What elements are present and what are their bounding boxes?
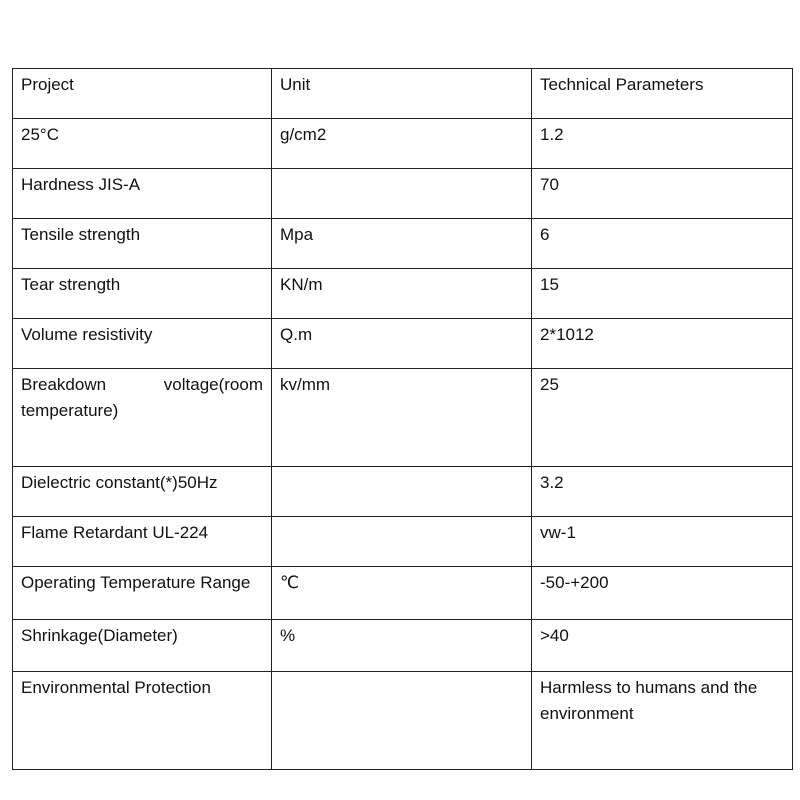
cell-value: vw-1: [532, 517, 793, 567]
cell-unit: KN/m: [272, 269, 532, 319]
cell-value: 1.2: [532, 119, 793, 169]
cell-unit: [272, 169, 532, 219]
cell-value: -50-+200: [532, 567, 793, 620]
cell-project: Breakdown voltage(room temperature): [13, 369, 272, 467]
header-unit: Unit: [272, 69, 532, 119]
table-row: [13, 672, 793, 770]
table-row: [13, 567, 793, 620]
table-row: [13, 119, 793, 169]
cell-unit: [272, 517, 532, 567]
cell-project: 25°C: [13, 119, 272, 169]
spec-table: [12, 68, 793, 770]
cell-value: >40: [532, 620, 793, 672]
table-row: [13, 169, 793, 219]
cell-value: 6: [532, 219, 793, 269]
table-row: [13, 467, 793, 517]
cell-value: 25: [532, 369, 793, 467]
cell-project: Operating Temperature Range: [13, 567, 272, 620]
table-row: [13, 319, 793, 369]
cell-value: 3.2: [532, 467, 793, 517]
table-header-row: [13, 69, 793, 119]
cell-project: Shrinkage(Diameter): [13, 620, 272, 672]
table-row: [13, 219, 793, 269]
header-technical-parameters: Technical Parameters: [532, 69, 793, 119]
cell-unit: Mpa: [272, 219, 532, 269]
cell-project: Volume resistivity: [13, 319, 272, 369]
cell-project: Dielectric constant(*)50Hz: [13, 467, 272, 517]
cell-unit: Q.m: [272, 319, 532, 369]
cell-project: Hardness JIS-A: [13, 169, 272, 219]
cell-value: 2*1012: [532, 319, 793, 369]
cell-project: Tear strength: [13, 269, 272, 319]
cell-unit: [272, 672, 532, 770]
cell-unit: g/cm2: [272, 119, 532, 169]
table-row: [13, 620, 793, 672]
cell-value: 70: [532, 169, 793, 219]
header-project: Project: [13, 69, 272, 119]
table-row: [13, 517, 793, 567]
table-row: [13, 369, 793, 467]
cell-unit: %: [272, 620, 532, 672]
cell-project: Tensile strength: [13, 219, 272, 269]
cell-value: Harmless to humans and the environment: [532, 672, 793, 770]
cell-project: Flame Retardant UL-224: [13, 517, 272, 567]
cell-unit: [272, 467, 532, 517]
table-row: [13, 269, 793, 319]
cell-unit: kv/mm: [272, 369, 532, 467]
cell-project: Environmental Protection: [13, 672, 272, 770]
cell-unit: ℃: [272, 567, 532, 620]
cell-value: 15: [532, 269, 793, 319]
